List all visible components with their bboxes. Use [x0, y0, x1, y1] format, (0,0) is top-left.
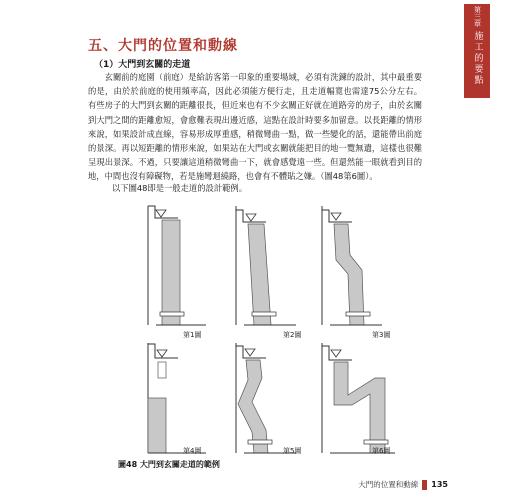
- figure-5-diagram: [236, 343, 296, 453]
- figure-caption: 圖48 大門到玄關走道的範例: [118, 460, 220, 469]
- page-number: 135: [431, 480, 448, 489]
- figure-1-diagram: [148, 206, 206, 325]
- figure-2-label: 第2圖: [283, 331, 302, 339]
- chapter-number: 第三章: [473, 6, 482, 27]
- figure-2-diagram: [236, 206, 296, 325]
- footer-section-name: 大門的位置和動線: [358, 480, 419, 489]
- figure-6-diagram: [322, 343, 395, 453]
- figure-6-label: 第6圖: [372, 447, 391, 455]
- figure-intro-text: 以下圖48即是一般走道的設計範例。: [112, 183, 248, 193]
- footer-accent-bar: [422, 480, 427, 490]
- paragraph-text: 玄關前的庭園（前庭）是給訪客第一印象的重要場域，必須有洗鍊的設計，其中最重要的是，由於於前庭的使用頻率高，因此必須能方便行走，且走道幅寬也需達75公分左右。有些房子的大門到玄關的距離很長，但近來也有不少玄關正好就在道路旁的房子，由於玄關到大門之間的距離愈短，會愈難表現出邊近感，這點在設計時要多加留意。以長距離的情形來說，如果設計成直線，容易形成厚重感，稍微彎曲一點，做一些變化的話，還能帶出前庭的景深。再以短距離的情形來說，如果站在大門或玄關就能把目的地一覽無遺，這樣也很難呈現出景深。不過，只要讓這道稍微彎曲一下，就會感覺遠一些。但還然能一眼就看到目的地，中間也沒有障礙物，若是施彎迴繞路，也會有不體貼之嫌。（圖48第6圖）。: [88, 72, 422, 182]
- figure-4-label: 第4圖: [183, 447, 202, 455]
- chapter-title: 施工的要點: [472, 31, 483, 86]
- page-footer: [358, 479, 448, 490]
- figure-5-label: 第5圖: [283, 447, 302, 455]
- section-title: 五、大門的位置和動線: [88, 38, 238, 54]
- subsection-title: （1）大門到玄關的走道: [94, 60, 191, 70]
- figure-3-label: 第3圖: [372, 331, 391, 339]
- figure-1-label: 第1圖: [183, 331, 202, 339]
- figure-4-diagram: [148, 343, 206, 453]
- figure-3-diagram: [322, 206, 382, 325]
